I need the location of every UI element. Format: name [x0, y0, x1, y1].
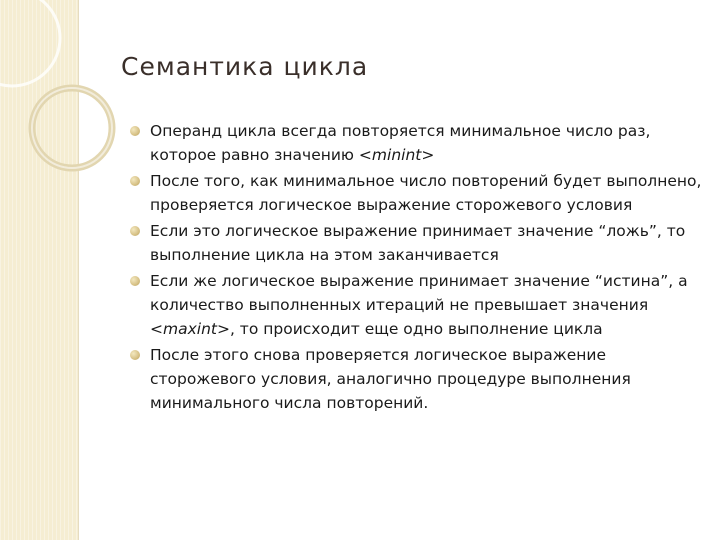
- bullet-marker-icon: [130, 276, 140, 286]
- bullet-item: [130, 269, 705, 341]
- bullet-marker-icon: [130, 226, 140, 236]
- bullet-text: После того, как минимальное число повторений будет выполнено, проверяется логическое выражение сторожевого условия: [150, 172, 702, 214]
- bullet-text: Если это логическое выражение принимает значение “ложь”, то выполнение цикла на этом заканчивается: [150, 222, 686, 264]
- bullet-text: Если же логическое выражение принимает значение “истина”, а количество выполненных итераций не превышает значения: [150, 272, 688, 314]
- bullet-text: , то происходит еще одно выполнение цикла: [229, 320, 603, 338]
- bullet-marker-icon: [130, 350, 140, 360]
- bullet-variable-text: <maxint>: [150, 320, 230, 338]
- bullet-item: [130, 343, 705, 415]
- bullet-marker-icon: [130, 126, 140, 136]
- bullet-item: [130, 219, 705, 267]
- bullet-item: [130, 119, 705, 167]
- bullet-list: [130, 119, 705, 417]
- bullet-text: Операнд цикла всегда повторяется минимальное число раз, которое равно значению: [150, 122, 651, 164]
- bullet-marker-icon: [130, 176, 140, 186]
- bullet-item: [130, 169, 705, 217]
- decorative-rings-icon: [0, 0, 130, 240]
- bullet-text: После этого снова проверяется логическое выражение сторожевого условия, аналогично процедуре выполнения минимального числа повторений.: [150, 346, 631, 412]
- bullet-variable-text: <minint>: [358, 146, 435, 164]
- slide-title: Семантика цикла: [121, 52, 369, 81]
